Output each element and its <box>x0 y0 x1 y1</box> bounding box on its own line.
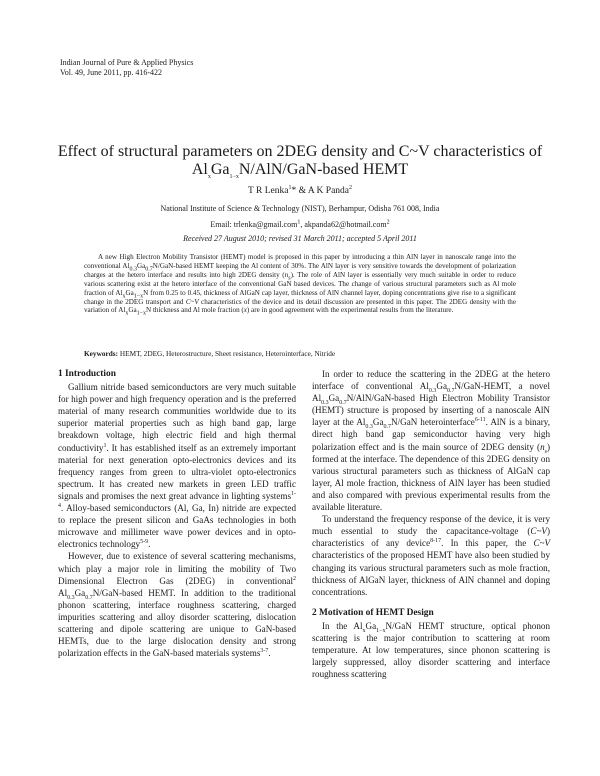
affiliation: National Institute of Science & Technology (NIST), Berhampur, Odisha 761 008, India <box>160 204 440 213</box>
paper-title <box>40 143 560 179</box>
right-column <box>312 368 550 680</box>
email-line: Email: trlenka@gmail.com$^1$, akpanda62@hotmail.com$^2$ <box>210 219 390 229</box>
motivation-paragraph-1: In the $Al_xGa_{1-x}N$/GaN HEMT structure, optical phonon scattering is the major contribution to scattering at room temperature. At low temperatures, since phonon scattering is largely suppressed, alloy disorder scattering and interface roughness scattering <box>312 620 550 680</box>
title-line-1: Effect of structural parameters on 2DEG density and C~V characteristics of <box>57 143 543 160</box>
title-line-2: $Al_xGa_{1-x}N/AlN/GaN$-based HEMT <box>191 161 409 181</box>
authors: T R Lenka$^1$* & A K Panda$^2$ <box>248 184 352 196</box>
abstract: A new High Electron Mobility Transistor (HEMT) model is proposed in this paper by introducing a thin AlN layer in nanoscale range into the conventional $Al_{0.3}Ga_{0.7}N/GaN$-based HEMT keeping the Al content of 30%. The AlN layer is very sensitive towards the development of polarization charges at the hetero interface and results into high 2DEG density $(n_s)$. The role of AlN layer is essentially very much suitable in order to reduce various scattering exist at the hetero interface of the conventional GaN based devices. The change of various structural parameters such as Al mole fraction of $Al_xGa_{1-x}N$ from 0.25 to 0.45, thickness of AlGaN cap layer, thickness of AlN channel layer, doping concentrations give rise to a significant change in the 2DEG transport and C~V characteristics of the device and its detail discussion are presented in this paper. The 2DEG density with the variation of $Al_xGa_{1-x}N$ thickness and Al mole fraction (x) are in good agreement with the experimental results from the literature. <box>84 253 517 317</box>
intro-paragraph-2: However, due to existence of several scattering mechanisms, which play a major role in limiting the mobility of Two Dimensional Electron Gas (2DEG) in conventional$^2$ $Al_{0.3}Ga_{0.7}N/GaN$-based HEMT. In addition to the traditional phonon scattering, interface roughness scattering, charged impurities scattering and alloy disorder scattering, dislocation scattering and dipole scattering are unique to GaN-based HEMTs, due to the large dislocation density and strong polarization effects in the GaN-based materials systems$^{3-7}$. <box>58 551 296 659</box>
journal-volume: Vol. 49, June 2011, pp. 416-422 <box>60 68 162 77</box>
left-column <box>58 368 296 659</box>
section-1-heading: 1 Introduction <box>58 369 116 379</box>
section-2-heading: 2 Motivation of HEMT Design <box>312 607 434 618</box>
keywords-text: HEMT, 2DEG, Heterostructure, Sheet resistance, Heterointerface, Nitride <box>119 349 336 358</box>
journal-header <box>60 58 193 78</box>
received-dates: Received 27 August 2010; revised 31 March 2011; accepted 5 April 2011 <box>183 234 417 243</box>
keywords <box>84 349 516 358</box>
intro-paragraph-4: To understand the frequency response of the device, it is very much essential to study the capacitance-voltage (C~V) characteristics of any device$^{8-17}$. In this paper, the C~V characteristics of the proposed HEMT have also been studied by changing its various structural parameters such as mole fraction, thickness of AlGaN layer, thickness of AlN channel and doping concentrations. <box>312 514 550 597</box>
intro-paragraph-3: In order to reduce the scattering in the 2DEG at the hetero interface of conventional $Al_{0.3}Ga_{0.7}N/GaN$-HEMT, a novel $Al_{0.3}Ga_{0.7}N/AlN/GaN$-based High Electron Mobility Transistor (HEMT) structure is proposed by inserting of a nanoscale AlN layer at the $Al_{0.3}Ga_{0.7}N$/GaN heterointerface$^{6-11}$. AlN is a binary, direct high band gap semiconductor having very high polarization effect and is the main source of 2DEG density $(n_s)$ formed at the interface. The dependence of this 2DEG density on various structural parameters such as thickness of AlGaN cap layer, Al mole fraction, thickness of AlN layer has been studied and also compared with previous experimental results from the available literature. <box>312 369 551 513</box>
intro-paragraph-1: Gallium nitride based semiconductors are very much suitable for high power and high frequency operation and is the preferred material of many research communities worldwide due to its superior material properties such as high band gap, large breakdown voltage, high electric field and high thermal conductivity$^1$. It has established itself as an extremely important material for next generation opto-electronics devices and its frequency ranges from green to ultra-violet opto-electronics spectrum. It has created new markets in green LED traffic signals and promises the next great advance in lighting systems$^{1-4}$. Alloy-based semiconductors (Al, Ga, In) nitride are expected to replace the present silicon and GaAs technologies in both microwave and millimeter wave power devices and in opto-electronics technology$^{5-9}$. <box>58 382 296 550</box>
journal-name: Indian Journal of Pure & Applied Physics <box>60 58 194 67</box>
keywords-label: Keywords: <box>84 349 119 358</box>
